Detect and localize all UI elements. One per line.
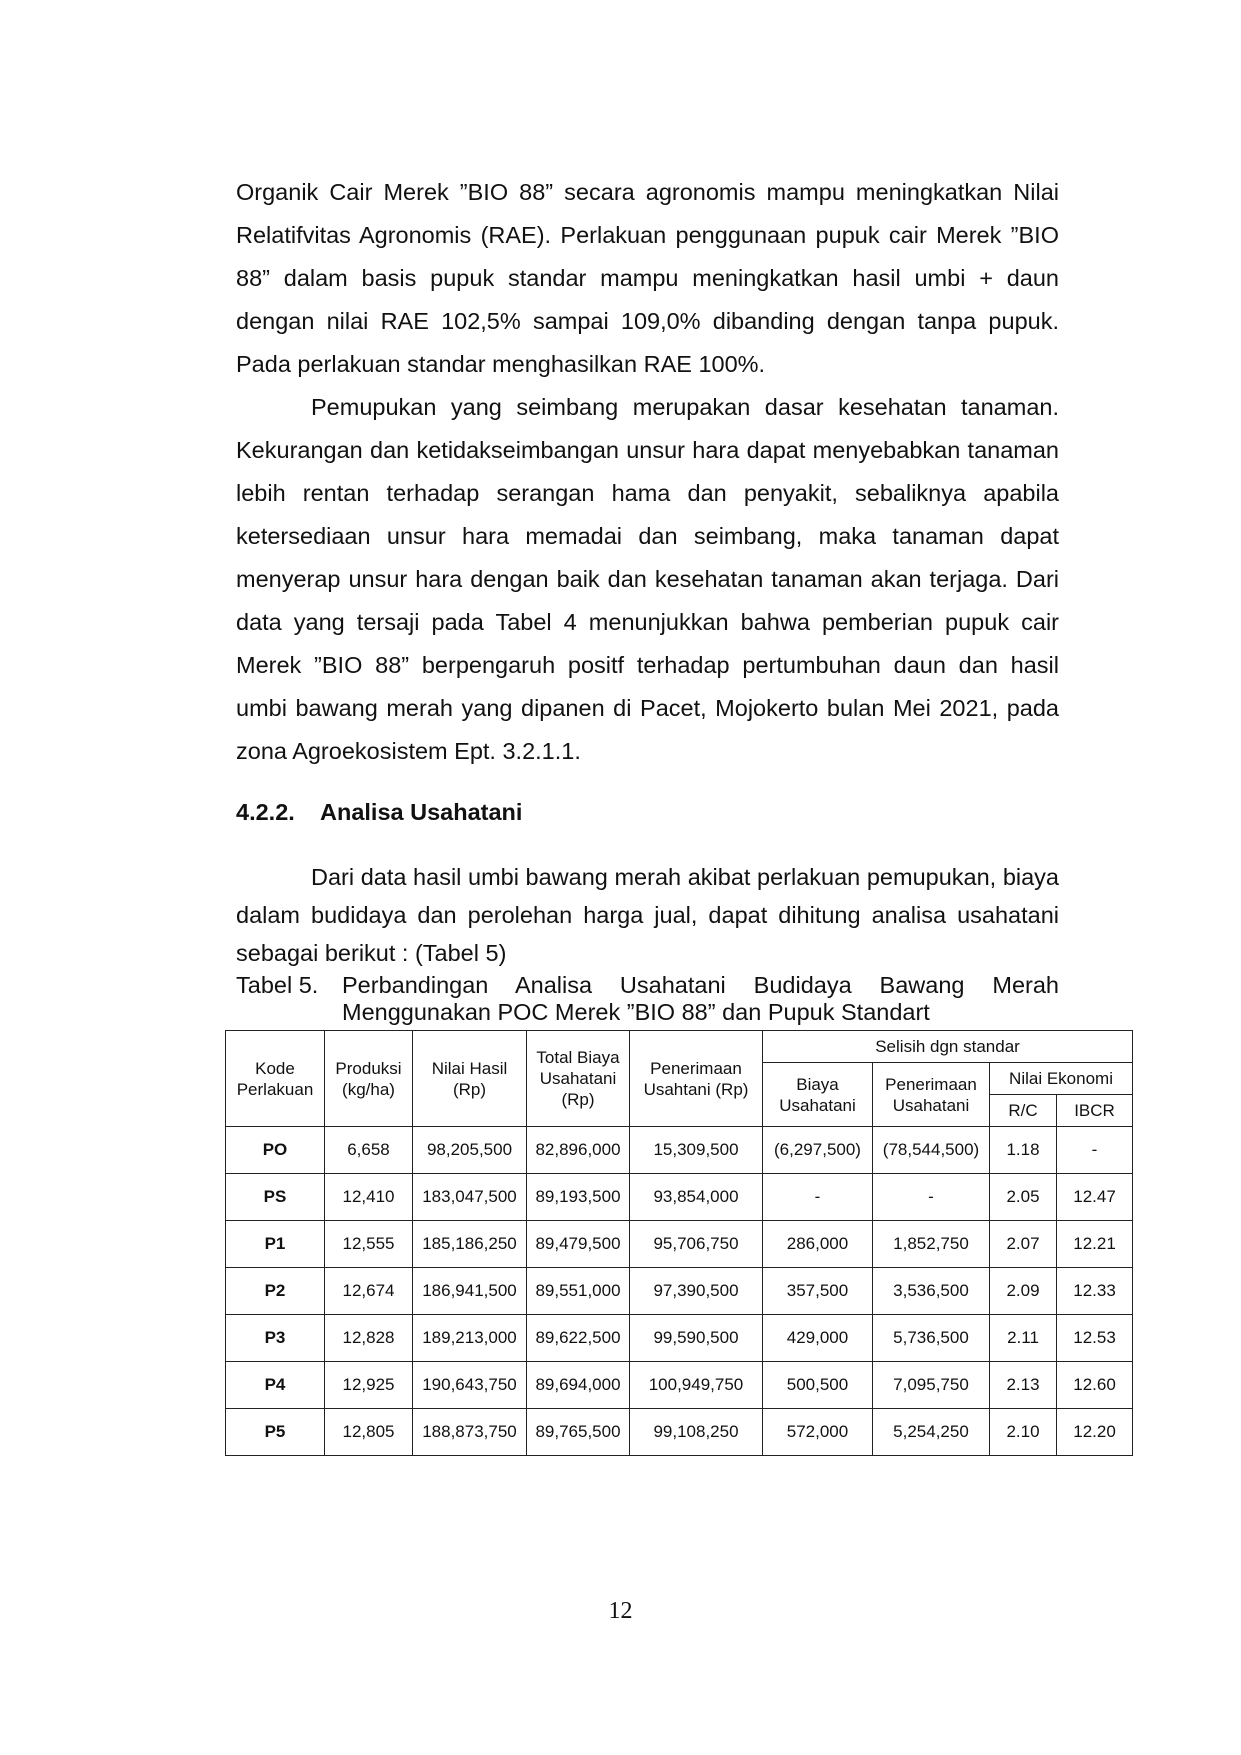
cell-total-biaya: 89,765,500	[527, 1409, 630, 1456]
paragraph-pemupukan-text: Pemupukan yang seimbang merupakan dasar kesehatan tanaman. Kekurangan dan ketidakseimbangan unsur hara dapat menyebabkan tanaman lebih rentan terhadap serangan hama dan penyakit, sebaliknya apabila ketersediaan unsur hara memadai dan seimbang, maka tanaman dapat menyerap unsur hara dengan baik dan kesehatan tanaman akan terjaga. Dari data yang tersaji pada Tabel 4 menunjukkan bahwa pemberian pupuk cair Merek ”BIO 88” berpengaruh positf terhadap pertumbuhan daun dan hasil umbi bawang merah yang dipanen di Pacet, Mojokerto bulan Mei 2021, pada zona Agroekosistem Ept. 3.2.1.1.	[236, 394, 1059, 764]
cell-kode: P2	[226, 1268, 325, 1315]
cell-ibcr: 12.20	[1057, 1409, 1133, 1456]
paragraph-rae: Organik Cair Merek ”BIO 88” secara agronomis mampu meningkatkan Nilai Relatifvitas Agronomis (RAE). Perlakuan penggunaan pupuk cair Merek ”BIO 88” dalam basis pupuk standar mampu meningkatkan hasil umbi + daun dengan nilai RAE 102,5% sampai 109,0% dibanding dengan tanpa pupuk. Pada perlakuan standar menghasilkan RAE 100%.	[236, 179, 1059, 377]
cell-penerimaan: 100,949,750	[630, 1362, 763, 1409]
cell-selisih-biaya: 572,000	[763, 1409, 873, 1456]
cell-rc: 2.13	[990, 1362, 1057, 1409]
cell-selisih-penerimaan: -	[873, 1174, 990, 1221]
header-produksi: Produksi (kg/ha)	[325, 1031, 413, 1127]
header-rc: R/C	[990, 1095, 1057, 1127]
cell-total-biaya: 89,694,000	[527, 1362, 630, 1409]
cell-nilai-hasil: 188,873,750	[413, 1409, 527, 1456]
table-caption	[236, 972, 1059, 1026]
table-row	[226, 1174, 1133, 1221]
cell-total-biaya: 89,479,500	[527, 1221, 630, 1268]
cell-nilai-hasil: 185,186,250	[413, 1221, 527, 1268]
cell-ibcr: 12.33	[1057, 1268, 1133, 1315]
cell-nilai-hasil: 98,205,500	[413, 1127, 527, 1174]
paragraph-analisa	[236, 858, 1059, 972]
cell-selisih-penerimaan: 7,095,750	[873, 1362, 990, 1409]
section-number: 4.2.2.	[236, 799, 295, 825]
section-heading	[236, 796, 522, 828]
cell-kode: P1	[226, 1221, 325, 1268]
cell-selisih-penerimaan: 1,852,750	[873, 1221, 990, 1268]
table-row	[226, 1127, 1133, 1174]
cell-penerimaan: 93,854,000	[630, 1174, 763, 1221]
cell-total-biaya: 89,193,500	[527, 1174, 630, 1221]
paragraph-analisa-text: Dari data hasil umbi bawang merah akibat perlakuan pemupukan, biaya dalam budidaya dan perolehan harga jual, dapat dihitung analisa usahatani sebagai berikut : (Tabel 5)	[236, 864, 1059, 966]
cell-selisih-penerimaan: (78,544,500)	[873, 1127, 990, 1174]
cell-selisih-biaya: 286,000	[763, 1221, 873, 1268]
header-selisih-penerimaan: Penerimaan Usahatani	[873, 1063, 990, 1127]
header-kode: Kode Perlakuan	[226, 1031, 325, 1127]
cell-ibcr: 12.60	[1057, 1362, 1133, 1409]
cell-produksi: 6,658	[325, 1127, 413, 1174]
cell-ibcr: 12.21	[1057, 1221, 1133, 1268]
cell-kode: P3	[226, 1315, 325, 1362]
cell-rc: 2.10	[990, 1409, 1057, 1456]
header-nilai-ekonomi: Nilai Ekonomi	[990, 1063, 1133, 1095]
cell-kode: P4	[226, 1362, 325, 1409]
cell-selisih-penerimaan: 3,536,500	[873, 1268, 990, 1315]
cell-rc: 2.11	[990, 1315, 1057, 1362]
cell-nilai-hasil: 189,213,000	[413, 1315, 527, 1362]
table-row	[226, 1315, 1133, 1362]
cell-nilai-hasil: 183,047,500	[413, 1174, 527, 1221]
cell-selisih-biaya: -	[763, 1174, 873, 1221]
cell-selisih-biaya: (6,297,500)	[763, 1127, 873, 1174]
table-row	[226, 1268, 1133, 1315]
table-caption-label: Tabel 5.	[236, 972, 319, 998]
cell-ibcr: 12.47	[1057, 1174, 1133, 1221]
usahatani-table	[225, 1030, 1133, 1456]
cell-produksi: 12,674	[325, 1268, 413, 1315]
cell-ibcr: 12.53	[1057, 1315, 1133, 1362]
cell-penerimaan: 97,390,500	[630, 1268, 763, 1315]
cell-total-biaya: 82,896,000	[527, 1127, 630, 1174]
cell-selisih-biaya: 429,000	[763, 1315, 873, 1362]
header-selisih: Selisih dgn standar	[763, 1031, 1133, 1063]
table-caption-text	[342, 972, 1059, 1026]
cell-penerimaan: 99,590,500	[630, 1315, 763, 1362]
cell-penerimaan: 99,108,250	[630, 1409, 763, 1456]
cell-selisih-penerimaan: 5,254,250	[873, 1409, 990, 1456]
cell-kode: P5	[226, 1409, 325, 1456]
cell-selisih-biaya: 357,500	[763, 1268, 873, 1315]
cell-produksi: 12,555	[325, 1221, 413, 1268]
cell-nilai-hasil: 186,941,500	[413, 1268, 527, 1315]
table-body	[226, 1127, 1133, 1456]
cell-selisih-biaya: 500,500	[763, 1362, 873, 1409]
cell-produksi: 12,828	[325, 1315, 413, 1362]
section-title: Analisa Usahatani	[320, 799, 523, 825]
cell-nilai-hasil: 190,643,750	[413, 1362, 527, 1409]
cell-rc: 2.05	[990, 1174, 1057, 1221]
table-row	[226, 1409, 1133, 1456]
table-header	[226, 1031, 1133, 1127]
cell-produksi: 12,925	[325, 1362, 413, 1409]
table-caption-line-1: Perbandingan Analisa Usahatani Budidaya Bawang Merah	[342, 972, 1059, 998]
cell-rc: 2.07	[990, 1221, 1057, 1268]
page-number: 12	[608, 1598, 633, 1624]
cell-produksi: 12,805	[325, 1409, 413, 1456]
cell-ibcr: -	[1057, 1127, 1133, 1174]
cell-rc: 1.18	[990, 1127, 1057, 1174]
cell-rc: 2.09	[990, 1268, 1057, 1315]
header-nilai-hasil: Nilai Hasil (Rp)	[413, 1031, 527, 1127]
header-selisih-biaya: Biaya Usahatani	[763, 1063, 873, 1127]
cell-kode: PS	[226, 1174, 325, 1221]
cell-total-biaya: 89,551,000	[527, 1268, 630, 1315]
paragraph-pemupukan	[236, 386, 1059, 773]
table-row	[226, 1221, 1133, 1268]
cell-produksi: 12,410	[325, 1174, 413, 1221]
header-ibcr: IBCR	[1057, 1095, 1133, 1127]
cell-penerimaan: 15,309,500	[630, 1127, 763, 1174]
cell-total-biaya: 89,622,500	[527, 1315, 630, 1362]
cell-penerimaan: 95,706,750	[630, 1221, 763, 1268]
cell-selisih-penerimaan: 5,736,500	[873, 1315, 990, 1362]
cell-kode: PO	[226, 1127, 325, 1174]
header-total-biaya: Total Biaya Usahatani (Rp)	[527, 1031, 630, 1127]
header-penerimaan: Penerimaan Usahtani (Rp)	[630, 1031, 763, 1127]
table-caption-line-2: Menggunakan POC Merek ”BIO 88” dan Pupuk Standart	[342, 999, 930, 1025]
table-row	[226, 1362, 1133, 1409]
